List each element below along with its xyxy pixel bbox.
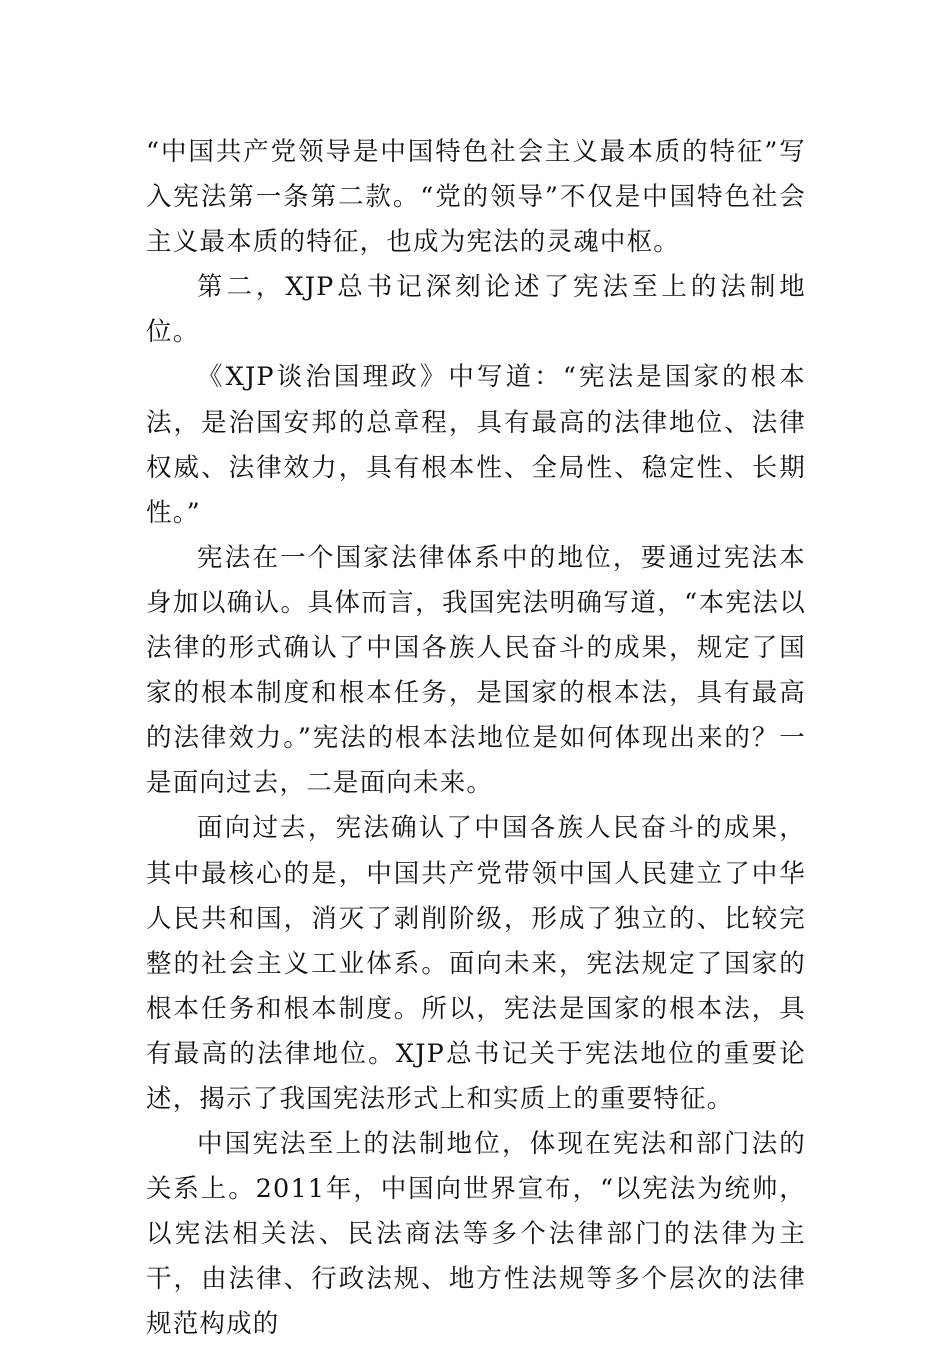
paragraph-5: 面向过去，宪法确认了中国各族人民奋斗的成果，其中最核心的是，中国共产党带领中国人民建立了中华人民共和国，消灭了剥削阶级，形成了独立的、比较完整的社会主义工业体系。面向未来，宪法规定了国家的根本任务和根本制度。所以，宪法是国家的根本法，具有最高的法律地位。XJP总书记关于宪法地位的重要论述，揭示了我国宪法形式上和实质上的重要特征。 bbox=[146, 813, 806, 1114]
paragraph-1: “中国共产党领导是中国特色社会主义最本质的特征”写入宪法第一条第二款。“党的领导”不仅是中国特色社会主义最本质的特征，也成为宪法的灵魂中枢。 bbox=[146, 137, 806, 258]
paragraph-4: 宪法在一个国家法律体系中的地位，要通过宪法本身加以确认。具体而言，我国宪法明确写道，“本宪法以法律的形式确认了中国各族人民奋斗的成果，规定了国家的根本制度和根本任务，是国家的根本法，具有最高的法律效力。”宪法的根本法地位是如何体现出来的？一是面向过去，二是面向未来。 bbox=[146, 542, 806, 799]
paragraph-2: 第二，XJP总书记深刻论述了宪法至上的法制地位。 bbox=[146, 272, 806, 348]
document-body bbox=[146, 130, 806, 1348]
paragraph-6: 中国宪法至上的法制地位，体现在宪法和部门法的关系上。2011年，中国向世界宣布，“以宪法为统帅，以宪法相关法、民法商法等多个法律部门的法律为主干，由法律、行政法规、地方性法规等多个层次的法律规范构成的 bbox=[146, 1129, 806, 1340]
paragraph-3: 《XJP谈治国理政》中写道：“宪法是国家的根本法，是治国安邦的总章程，具有最高的法律地位、法律权威、法律效力，具有根本性、全局性、稳定性、长期性。” bbox=[146, 362, 806, 528]
